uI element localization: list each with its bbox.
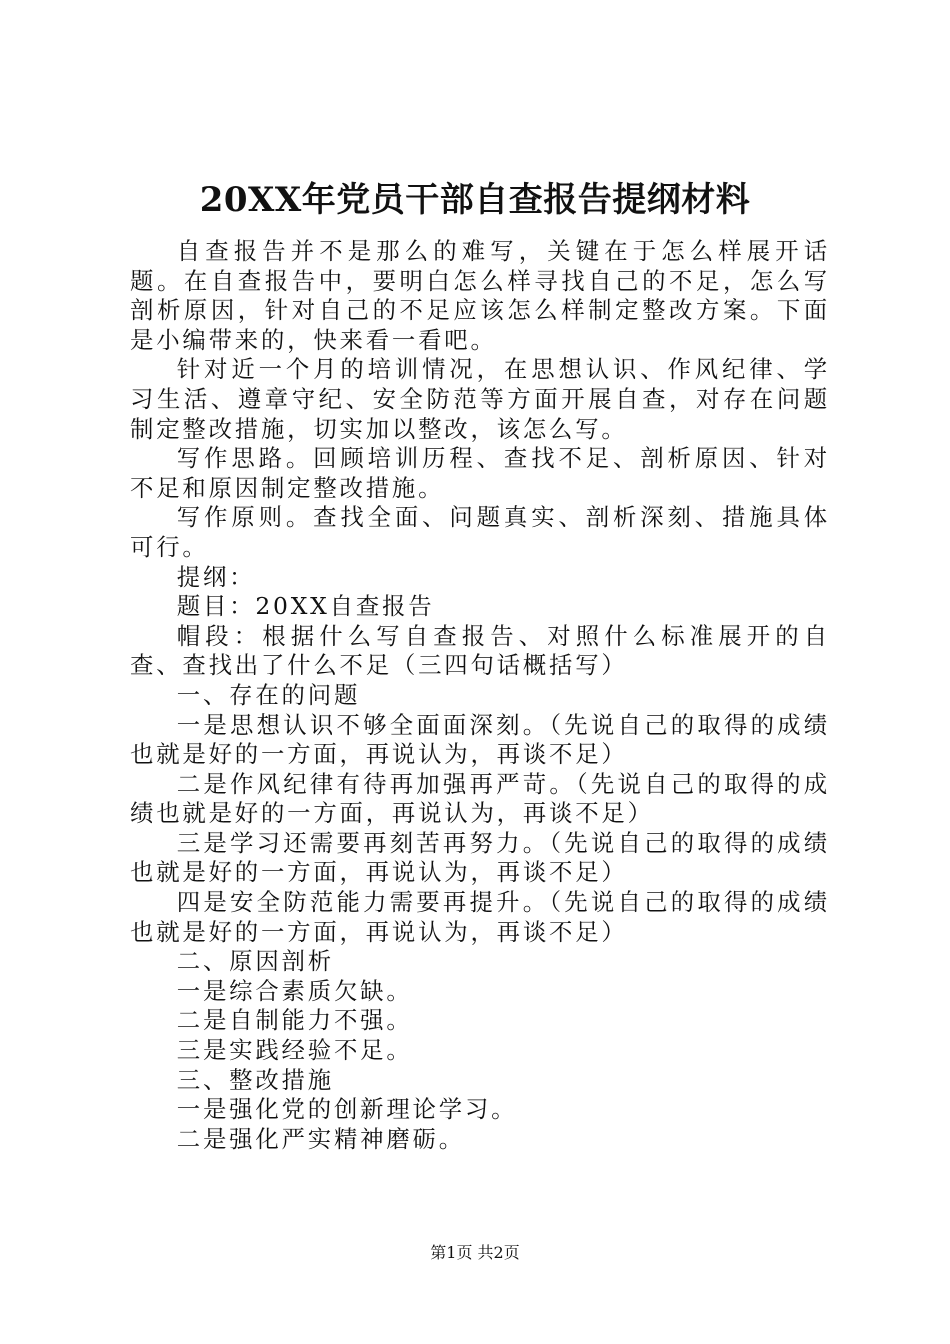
- outline-opening-line: 帽段：根据什么写自查报告、对照什么标准展开的自查、查找出了什么不足（三四句话概括写）: [130, 621, 830, 680]
- section-heading-measures: 三、整改措施: [176, 1065, 334, 1094]
- cause-item-1: 一是综合素质欠缺。: [176, 976, 413, 1005]
- problem-item-2: 二是作风纪律有待再加强再严苛。（先说自己的取得的成绩也就是好的一方面，再说认为，再谈不足）: [130, 769, 830, 828]
- page-title: 20XX年党员干部自查报告提纲材料: [199, 180, 751, 220]
- document-body: [130, 237, 830, 1154]
- measure-item-2: 二是强化严实精神磨砺。: [176, 1124, 465, 1153]
- problem-item-4: 四是安全防范能力需要再提升。（先说自己的取得的成绩也就是好的一方面，再说认为，再谈不足）: [130, 888, 830, 946]
- outline-title-line: 题目：20XX自查报告: [176, 592, 435, 621]
- section-heading-problems: 一、存在的问题: [176, 680, 361, 709]
- paragraph-intro: 自查报告并不是那么的难写，关键在于怎么样展开话题。在自查报告中，要明白怎么样寻找自己的不足，怎么写剖析原因，针对自己的不足应该怎么样制定整改方案。下面是小编带来的，快来看一看吧。: [130, 237, 830, 354]
- problem-item-3: 三是学习还需要再刻苦再努力。（先说自己的取得的成绩也就是好的一方面，再说认为，再谈不足）: [130, 828, 830, 887]
- problem-item-1: 一是思想认识不够全面面深刻。（先说自己的取得的成绩也就是好的一方面，再说认为，再谈不足）: [130, 710, 830, 769]
- section-heading-causes: 二、原因剖析: [176, 947, 334, 976]
- paragraph-writing-approach: 写作思路。回顾培训历程、查找不足、剖析原因、针对不足和原因制定整改措施。: [130, 444, 830, 502]
- cause-item-2: 二是自制能力不强。: [176, 1006, 413, 1035]
- outline-heading: 提纲：: [176, 562, 256, 591]
- paragraph-context: 针对近一个月的培训情况，在思想认识、作风纪律、学习生活、遵章守纪、安全防范等方面开展自查，对存在问题制定整改措施，切实加以整改，该怎么写。: [130, 355, 830, 443]
- page-number-footer: 第1页 共2页: [430, 1243, 520, 1262]
- cause-item-3: 三是实践经验不足。: [176, 1036, 413, 1065]
- measure-item-1: 一是强化党的创新理论学习。: [176, 1095, 518, 1124]
- paragraph-writing-principles: 写作原则。查找全面、问题真实、剖析深刻、措施具体可行。: [130, 503, 830, 561]
